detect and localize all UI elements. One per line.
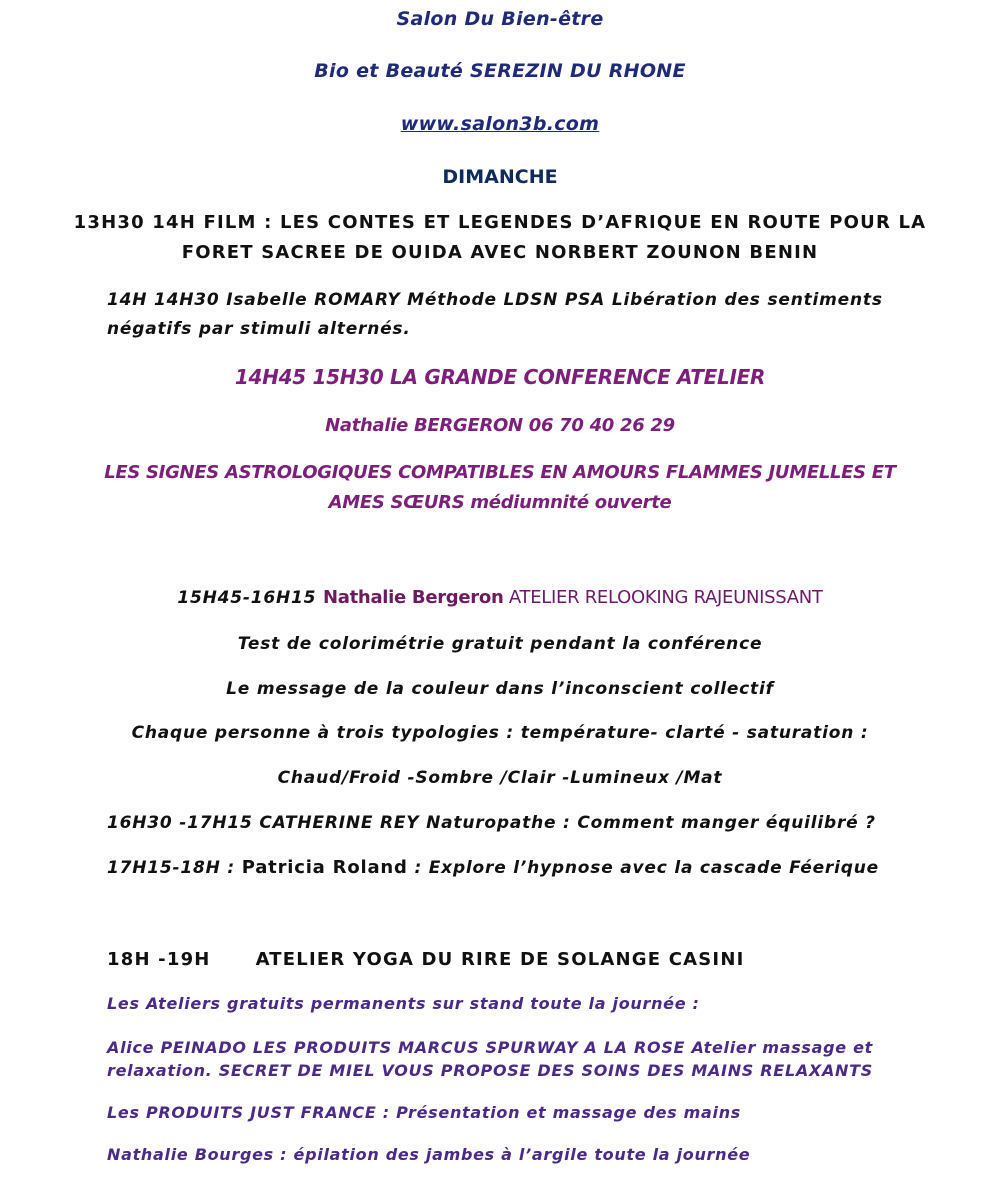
relooking-name: Nathalie Bergeron (323, 587, 504, 608)
ateliers-intro: Les Ateliers gratuits permanents sur stand toute la journée : (107, 994, 700, 1013)
relooking-heading (0, 587, 1000, 608)
conference-title: 14H45 15H30 LA GRANDE CONFERENCE ATELIER (234, 365, 766, 389)
romary-line-1: 14H 14H30 Isabelle ROMARY Méthode LDSN PSA Libération des sentiments (107, 290, 883, 310)
roland-time: 17H15-18H : (107, 858, 242, 878)
justfrance-line: Les PRODUITS JUST FRANCE : Présentation et massage des mains (107, 1103, 742, 1122)
website-line (0, 113, 1000, 135)
day-heading: DIMANCHE (442, 166, 558, 188)
relooking-detail-3: Chaque personne à trois typologies : température- clarté - saturation : (131, 723, 869, 743)
film-line-2: FORET SACREE DE OUIDA AVEC NORBERT ZOUNON BENIN (181, 242, 819, 263)
relooking-detail-1: Test de colorimétrie gratuit pendant la conférence (237, 634, 763, 654)
bourges-line: Nathalie Bourges : épilation des jambes à l’argile toute la journée (107, 1145, 751, 1164)
yoga-line (107, 949, 987, 970)
film-line-1: 13H30 14H FILM : LES CONTES ET LEGENDES D’AFRIQUE EN ROUTE POUR LA (73, 212, 927, 233)
peinado-line-1: Alice PEINADO LES PRODUITS MARCUS SPURWAY A LA ROSE Atelier massage et (107, 1038, 874, 1057)
yoga-time: 18H -19H (107, 949, 211, 970)
conference-topic-2: AMES SŒURS médiumnité ouverte (328, 492, 672, 513)
salon-title: Salon Du Bien-être (396, 8, 604, 30)
yoga-title: ATELIER YOGA DU RIRE DE SOLANGE CASINI (255, 949, 745, 970)
romary-line-2: négatifs par stimuli alternés. (107, 319, 411, 339)
website-link[interactable]: www.salon3b.com (400, 113, 600, 135)
relooking-detail-2: Le message de la couleur dans l’inconscient collectif (226, 679, 774, 699)
peinado-line-2: relaxation. SECRET DE MIEL VOUS PROPOSE DES SOINS DES MAINS RELAXANTS (107, 1061, 873, 1080)
relooking-time: 15H45-16H15 (177, 588, 324, 608)
relooking-title: ATELIER RELOOKING RAJEUNISSANT (503, 587, 823, 608)
relooking-detail-4: Chaud/Froid -Sombre /Clair -Lumineux /Mat (277, 768, 723, 788)
conference-speaker: Nathalie BERGERON 06 70 40 26 29 (325, 415, 675, 436)
conference-topic-1: LES SIGNES ASTROLOGIQUES COMPATIBLES EN AMOURS FLAMMES JUMELLES ET (104, 462, 896, 483)
salon-subtitle: Bio et Beauté SEREZIN DU RHONE (314, 60, 686, 82)
roland-line (107, 857, 987, 878)
roland-name: Patricia Roland (241, 857, 408, 878)
roland-text: : Explore l’hypnose avec la cascade Féerique (407, 858, 879, 878)
rey-line: 16H30 -17H15 CATHERINE REY Naturopathe : Comment manger équilibré ? (107, 813, 876, 833)
